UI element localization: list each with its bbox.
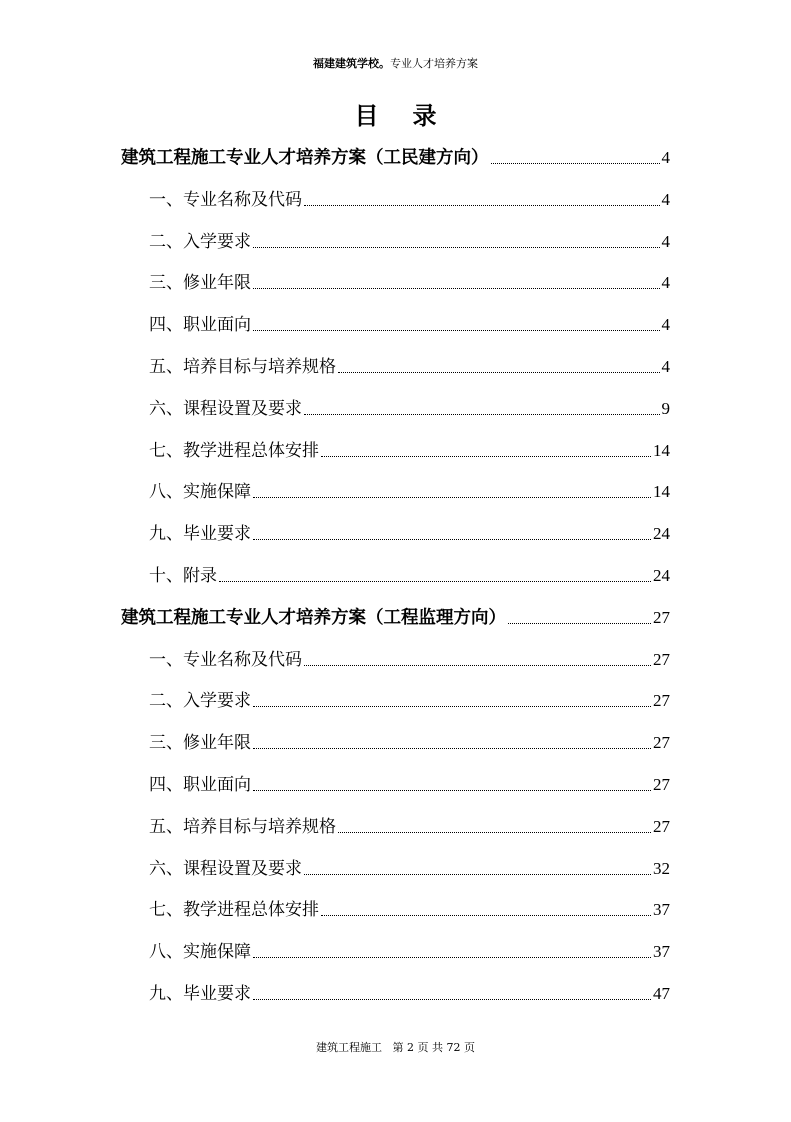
toc-dot-leader [321, 456, 651, 457]
toc-dot-leader [253, 748, 651, 749]
toc-section-entry[interactable] [121, 145, 670, 169]
toc-dot-leader [491, 163, 660, 164]
toc-entry-label: 九、毕业要求 [149, 984, 251, 1004]
toc-entry-label: 六、课程设置及要求 [149, 398, 302, 419]
toc-dot-leader [253, 539, 651, 540]
toc-dot-leader [253, 999, 651, 1000]
toc-entry[interactable] [149, 939, 670, 963]
toc-entry-page: 47 [653, 984, 670, 1003]
toc-entry[interactable] [149, 521, 670, 545]
toc-entry[interactable] [149, 856, 670, 880]
toc-entry-label: 六、课程设置及要求 [149, 858, 302, 879]
toc-dot-leader [304, 205, 660, 206]
toc-entry[interactable] [149, 396, 670, 420]
toc-entry-page: 14 [653, 482, 670, 502]
toc-entry-label: 九、毕业要求 [149, 524, 251, 545]
toc-entry-label: 八、实施保障 [149, 482, 251, 503]
toc-entry[interactable] [149, 438, 670, 462]
toc-entry-label: 三、修业年限 [149, 733, 251, 754]
toc-entry[interactable] [149, 981, 670, 1005]
toc-entry-label: 五、培养目标与培养规格 [149, 357, 336, 377]
toc-dot-leader [253, 706, 651, 707]
header-school: 福建建筑学校。 [313, 57, 390, 70]
toc-dot-leader [338, 832, 651, 833]
toc-entry-label: 三、修业年限 [149, 273, 251, 294]
toc-entry-page: 14 [653, 440, 670, 460]
toc-entry-page: 24 [653, 524, 670, 544]
toc-entry-label: 八、实施保障 [149, 942, 251, 963]
toc-entry-page: 4 [661, 315, 670, 335]
page-footer: 建筑工程施工 第 2 页 共 72 页 [316, 1041, 475, 1054]
toc-entry-page: 37 [653, 942, 670, 962]
toc-entry-page: 27 [653, 607, 670, 627]
toc-dot-leader [304, 874, 651, 875]
toc-dot-leader [304, 665, 651, 666]
toc-dot-leader [253, 330, 660, 331]
toc-entry[interactable] [149, 688, 670, 712]
toc-entry-label: 建筑工程施工专业人才培养方案（工民建方向） [121, 148, 489, 168]
toc-entry-label: 五、培养目标与培养规格 [149, 816, 336, 837]
toc-entry[interactable] [149, 772, 670, 796]
toc-entry-label: 四、职业面向 [149, 775, 251, 795]
toc-entry-label: 二、入学要求 [149, 691, 251, 712]
toc-entry-label: 十、附录 [149, 566, 217, 586]
toc-entry-label: 七、教学进程总体安排 [149, 440, 319, 461]
toc-entry-label: 二、入学要求 [149, 231, 251, 252]
toc-entry-page: 27 [653, 733, 670, 753]
toc-entry-page: 32 [653, 858, 670, 878]
toc-dot-leader [253, 497, 651, 498]
toc-dot-leader [304, 414, 660, 415]
toc-entry[interactable] [149, 479, 670, 503]
toc-dot-leader [219, 581, 651, 582]
toc-entry-label: 七、教学进程总体安排 [149, 900, 319, 921]
toc-dot-leader [253, 288, 660, 289]
toc-entry-page: 27 [653, 691, 670, 711]
toc-dot-leader [253, 247, 660, 248]
toc-entry-page: 4 [661, 357, 670, 376]
toc-entry[interactable] [149, 647, 670, 671]
toc-dot-leader [508, 623, 651, 624]
toc-dot-leader [338, 372, 660, 373]
header-subtitle: 专业人才培养方案 [390, 57, 478, 70]
toc-dot-leader [321, 915, 651, 916]
toc-section-entry[interactable] [121, 605, 670, 629]
toc-entry-page: 4 [661, 148, 670, 167]
toc-entry[interactable] [149, 354, 670, 378]
toc-entry-label: 四、职业面向 [149, 315, 251, 336]
toc-dot-leader [253, 790, 651, 791]
toc-entry-page: 4 [661, 273, 670, 293]
toc-entry[interactable] [149, 187, 670, 211]
toc-entry-label: 建筑工程施工专业人才培养方案（工程监理方向） [121, 607, 506, 628]
toc-entry[interactable] [149, 730, 670, 754]
toc-entry[interactable] [149, 312, 670, 336]
toc-entry[interactable] [149, 270, 670, 294]
toc-entry-page: 24 [653, 566, 670, 585]
toc-entry-label: 一、专业名称及代码 [149, 189, 302, 210]
toc-entry[interactable] [149, 814, 670, 838]
page-title: 目录 [354, 101, 471, 130]
toc-entry[interactable] [149, 229, 670, 253]
toc-entry-page: 27 [653, 775, 670, 794]
toc-entry-page: 37 [653, 900, 670, 920]
toc-entry-page: 9 [661, 398, 670, 418]
toc-entry-page: 4 [661, 189, 670, 209]
toc-entry-label: 一、专业名称及代码 [149, 649, 302, 670]
toc-dot-leader [253, 957, 651, 958]
toc-entry-page: 27 [653, 649, 670, 669]
toc-entry-page: 27 [653, 816, 670, 836]
toc-entry[interactable] [149, 563, 670, 587]
toc-entry[interactable] [149, 897, 670, 921]
toc-entry-page: 4 [661, 231, 670, 251]
